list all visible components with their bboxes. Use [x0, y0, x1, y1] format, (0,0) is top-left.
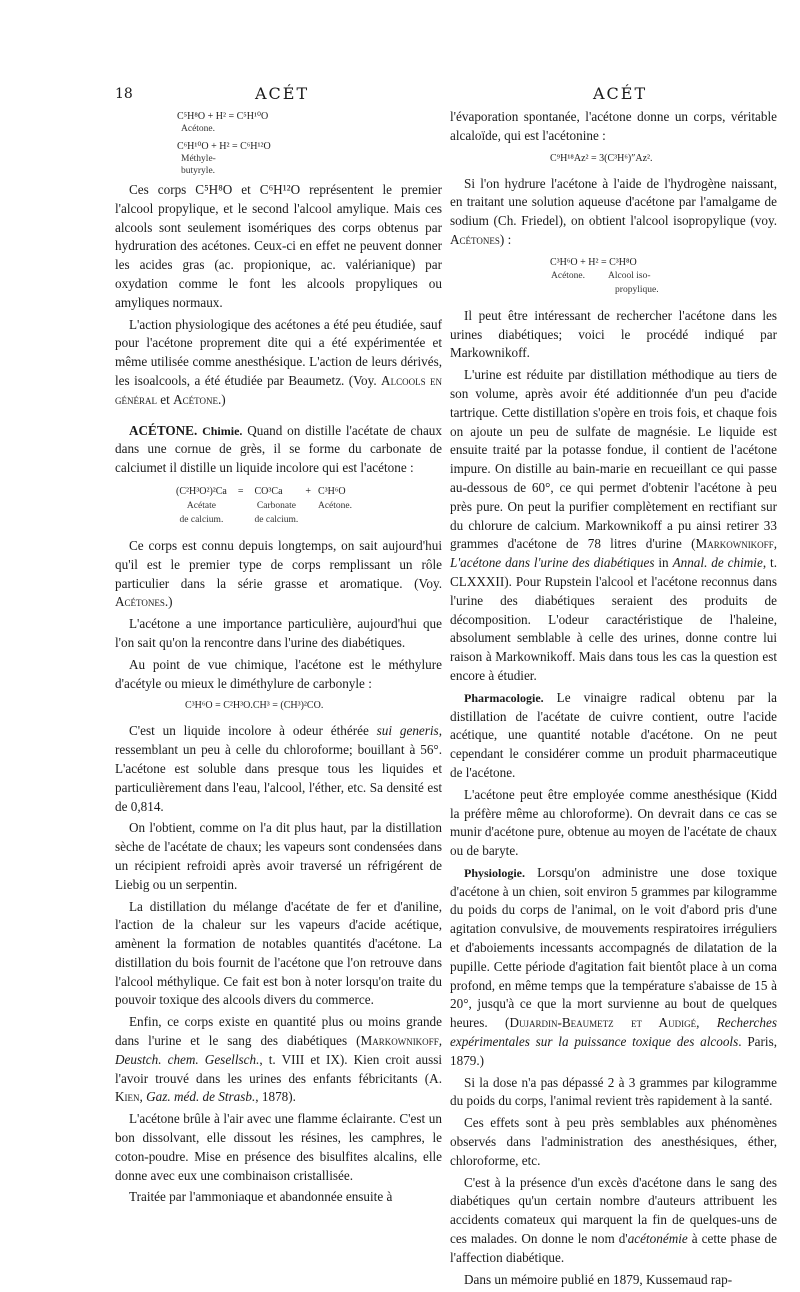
section-heading: Chimie.: [202, 423, 243, 438]
formula-term: (C²H³O²)²Ca: [176, 485, 227, 497]
paragraph: C'est un liquide incolore à odeur éthérée sui generis, ressemblant un peu à celle du chloroforme; bouillant à 56°. L'acétone est soluble dans presque tous les liquides et particulièrement dans l'eau, l'alcool, l'éther, etc. Sa densité est de 0,814.: [115, 723, 442, 814]
left-column: [115, 108, 442, 1210]
formula-table: (C²H³O²)²Ca = CO³Ca + C³H⁶O Acétate Carbonate Acétone. de calcium. de calcium.: [176, 485, 352, 525]
cross-reference: Acétones: [450, 231, 500, 247]
paragraph: C'est à la présence d'un excès d'acétone dans le sang des diabétiques qu'un certain nombre d'auteurs attribuent les accidents comateux qui marquent la fin de quelques-uns de ces malades. On donne le nom d'acétonémie à cette phase de l'affection diabétique.: [450, 1174, 777, 1265]
cross-reference: Acétones: [115, 594, 165, 610]
entry-paragraph: ACÉTONE. Chimie. Quand on distille l'acétate de chaux dans une cornue de grès, il se forme du carbonate de calciumet il distille un liquide incolore qui est l'acétone :: [115, 422, 442, 476]
paragraph: Ce corps est connu depuis longtemps, on sait aujourd'hui qu'il est le premier type de corps remplissant un rôle particulier dans la série grasse et aromatique. (Voy. Acétones.): [115, 537, 442, 610]
formula-block-1: [115, 110, 442, 177]
paragraph: Au point de vue chimique, l'acétone est le méthylure d'acétyle ou mieux le diméthylure de carbonyle :: [115, 656, 442, 691]
paragraph: La distillation du mélange d'acétate de fer et d'aniline, l'action de la chaleur sur les vapeurs d'acide acétique, amènent la formation de notables quantités d'acétone. La distillation du bois fournit de l'acétone que l'on retrouve dans l'alcool méthylique. Ce fait est bon à noter lorsqu'on traite du pouvoir toxique des alcools divers du commerce.: [115, 898, 442, 1008]
cross-reference: Alcools en général: [115, 372, 442, 407]
formula-dimethylcarbonyl: C³H⁶O = C²H³O.CH³ = (CH³)²CO.: [185, 700, 324, 712]
paragraph: Traitée par l'ammoniaque et abandonnée ensuite à: [129, 1189, 393, 1205]
paragraph: L'acétone a une importance particulière, aujourd'hui que l'on sait qu'on la rencontre dans l'urine des diabétiques.: [115, 616, 442, 650]
page-number: 18: [115, 86, 133, 102]
paragraph: Enfin, ce corps existe en quantité plus ou moins grande dans l'urine et le sang des diabétiques (Markownikoff, Deustch. chem. Gesellsch., t. VIII et IX). Kien croit aussi l'avoir trouvé dans les urines des enfants fébricitants (A. Kien, Gaz. méd. de Strasb., 1878).: [115, 1014, 442, 1105]
paragraph: Physiologie. Lorsqu'on administre une dose toxique d'acétone à un chien, soit environ 5 grammes par kilogramme du poids du corps de l'animal, on le voit d'abord pris d'une agitation convulsive, de mouvements respiratoires irréguliers et d'aboiements incessants accompagnés de dilatation de la pupille. Cette période d'agitation fait bientôt place à un coma profond, en même temps que la température s'abaisse de 15 à 20°, jusqu'à ce que la mort survienne au bout de quelques heures. (Dujardin-Beaumetz et Audigé, Recherches expérimentales sur la puissance toxique des alcools. Paris, 1879.): [450, 864, 777, 1068]
author-reference: Dujardin-Beaumetz et Audigé: [509, 1015, 697, 1031]
paragraph: L'urine est réduite par distillation méthodique au tiers de son volume, après avoir été additionnée d'un peu d'acide tartrique. Cette distillation s'opère en trois fois, et chaque fois on ajoute un peu de sulfate de magnésie. Le liquide est ensuite traité par la potasse fondue, il contient de l'acétone impure. On distille au bain-marie en recueillant ce qui passe au-dessous de 60°, ce qui permet d'obtenir l'acétone à peu près pure. On peut la purifier complètement en rectifiant sur du chlorure de calcium. Markownikoff a pu ainsi retirer 33 grammes d'acétone de 78 litres d'urine (Markownikoff, L'acétone dans l'urine des diabétiques in Annal. de chimie, t. CLXXXII). Pour Rupstein l'alcool et l'acétone reconnus dans l'urine des diabétiques seraient des produits de décomposition. L'odeur caractéristique de l'haleine, absolument semblable à celle des urines, donne contre lui raison à Markownikoff. Mais dans tous les cas la question est encore à étudier.: [450, 367, 777, 683]
paragraph: l'évaporation spontanée, l'acétone donne un corps, véritable alcaloïde, qui est l'acétonine :: [450, 109, 777, 143]
paragraph: L'acétone brûle à l'air avec une flamme éclairante. C'est un bon dissolvant, elle dissout les résines, les camphres, le coton-poudre. Mise en présence des bisulfites alcalins, elle donne avec eux une combinaison cristallisée.: [115, 1111, 442, 1183]
section-heading: Pharmacologie.: [464, 690, 544, 705]
author-reference: Markownikoff: [360, 1033, 439, 1049]
formula-labels: Acétone. Alcool iso- propylique.: [551, 270, 659, 295]
paragraph: Pharmacologie. Le vinaigre radical obtenu par la distillation de l'acétate de cuivre contient, outre l'acide acétique, une quantité notable d'acétone. On ne peut cependant le considérer comme un produit pharmaceutique de l'acétone.: [450, 689, 777, 780]
author-reference: Markownikoff: [695, 536, 774, 552]
formula-isopropyl: C³H⁶O + H² = C³H⁸O: [550, 256, 637, 268]
formula-acetone-hydrogenation: C⁵H⁸O + H² = C⁵H¹⁰O: [177, 111, 269, 122]
formula-methylbutyryl-hydrogenation: C⁶H¹⁰O + H² = C⁶H¹²O: [177, 141, 271, 152]
paragraph: Si la dose n'a pas dépassé 2 à 3 grammes par kilogramme du poids du corps, l'animal revient très rapidement à la santé.: [450, 1074, 777, 1109]
formula-term: CO³Ca: [254, 485, 283, 497]
formula-term: C³H⁶O: [317, 485, 346, 497]
paragraph: Ces effets sont à peu près semblables aux phénomènes observés dans l'administration des anesthésiques, éther, chloroforme, etc.: [450, 1115, 777, 1168]
paragraph: Si l'on hydrure l'acétone à l'aide de l'hydrogène naissant, en traitant une solution aqueuse d'acétone par l'amalgame de sodium (Ch. Friedel), on obtient l'alcool isopropylique (voy. Acétones) :: [450, 175, 777, 247]
section-heading: Physiologie.: [464, 865, 526, 880]
formula-label: Méthyle-: [181, 154, 216, 164]
cross-reference: Acétone: [173, 391, 218, 407]
running-header-right: ACÉT: [593, 84, 648, 103]
formula-label: Acétone.: [181, 124, 216, 134]
paragraph: Dans un mémoire publié en 1879, Kussemaud rap-: [464, 1271, 733, 1287]
formula-label: butyryle.: [181, 166, 216, 176]
paragraph: L'acétone peut être employée comme anesthésique (Kidd la préfère même au chloroforme). On devrait dans ce cas se munir d'acétone pure, obtenue au moyen de l'acétate de chaux ou de baryte.: [450, 786, 777, 859]
paragraph: Ces corps C⁵H⁸O et C⁶H¹²O représentent le premier l'alcool propylique, et le second l'alcool amylique. Mais ces alcools sont seulement isomériques des corps obtenus par hydruration des acétones. Ceux-ci en effet ne peuvent donner les acides gras (ac. propionique, ac. valérianique) par oxydation comme le font les alcools propyliques ou amyliques normaux.: [115, 182, 442, 310]
paragraph: Il peut être intéressant de rechercher l'acétone dans les urines diabétiques; voici le procédé indiqué par Markownikoff.: [450, 307, 777, 361]
formula-acetonine: C⁹H¹⁸Az² = 3(C³H⁶)″Az².: [550, 152, 653, 164]
author-reference: Kien: [115, 1089, 140, 1105]
running-header-left: ACÉT: [255, 84, 310, 103]
right-column: [450, 108, 777, 1292]
formula-block-3: [550, 256, 777, 297]
paragraph: On l'obtient, comme on l'a dit plus haut, par la distillation sèche de l'acétate de chaux; les vapeurs sont condensées dans un récipient refroidi après avoir traversé un réfrigérent de Liebig ou un serpentin.: [115, 820, 442, 892]
formula-block-2: [175, 484, 442, 527]
paragraph: L'action physiologique des acétones a été peu étudiée, sauf pour l'acétone proprement dite qui a été expérimentée et même utilisée comme anesthésique. L'action de leurs dérivés, les isoalcools, a été étudiée par Beaumetz. (Voy. Alcools en général et Acétone.): [115, 316, 442, 407]
entry-headword: ACÉTONE.: [129, 422, 198, 438]
